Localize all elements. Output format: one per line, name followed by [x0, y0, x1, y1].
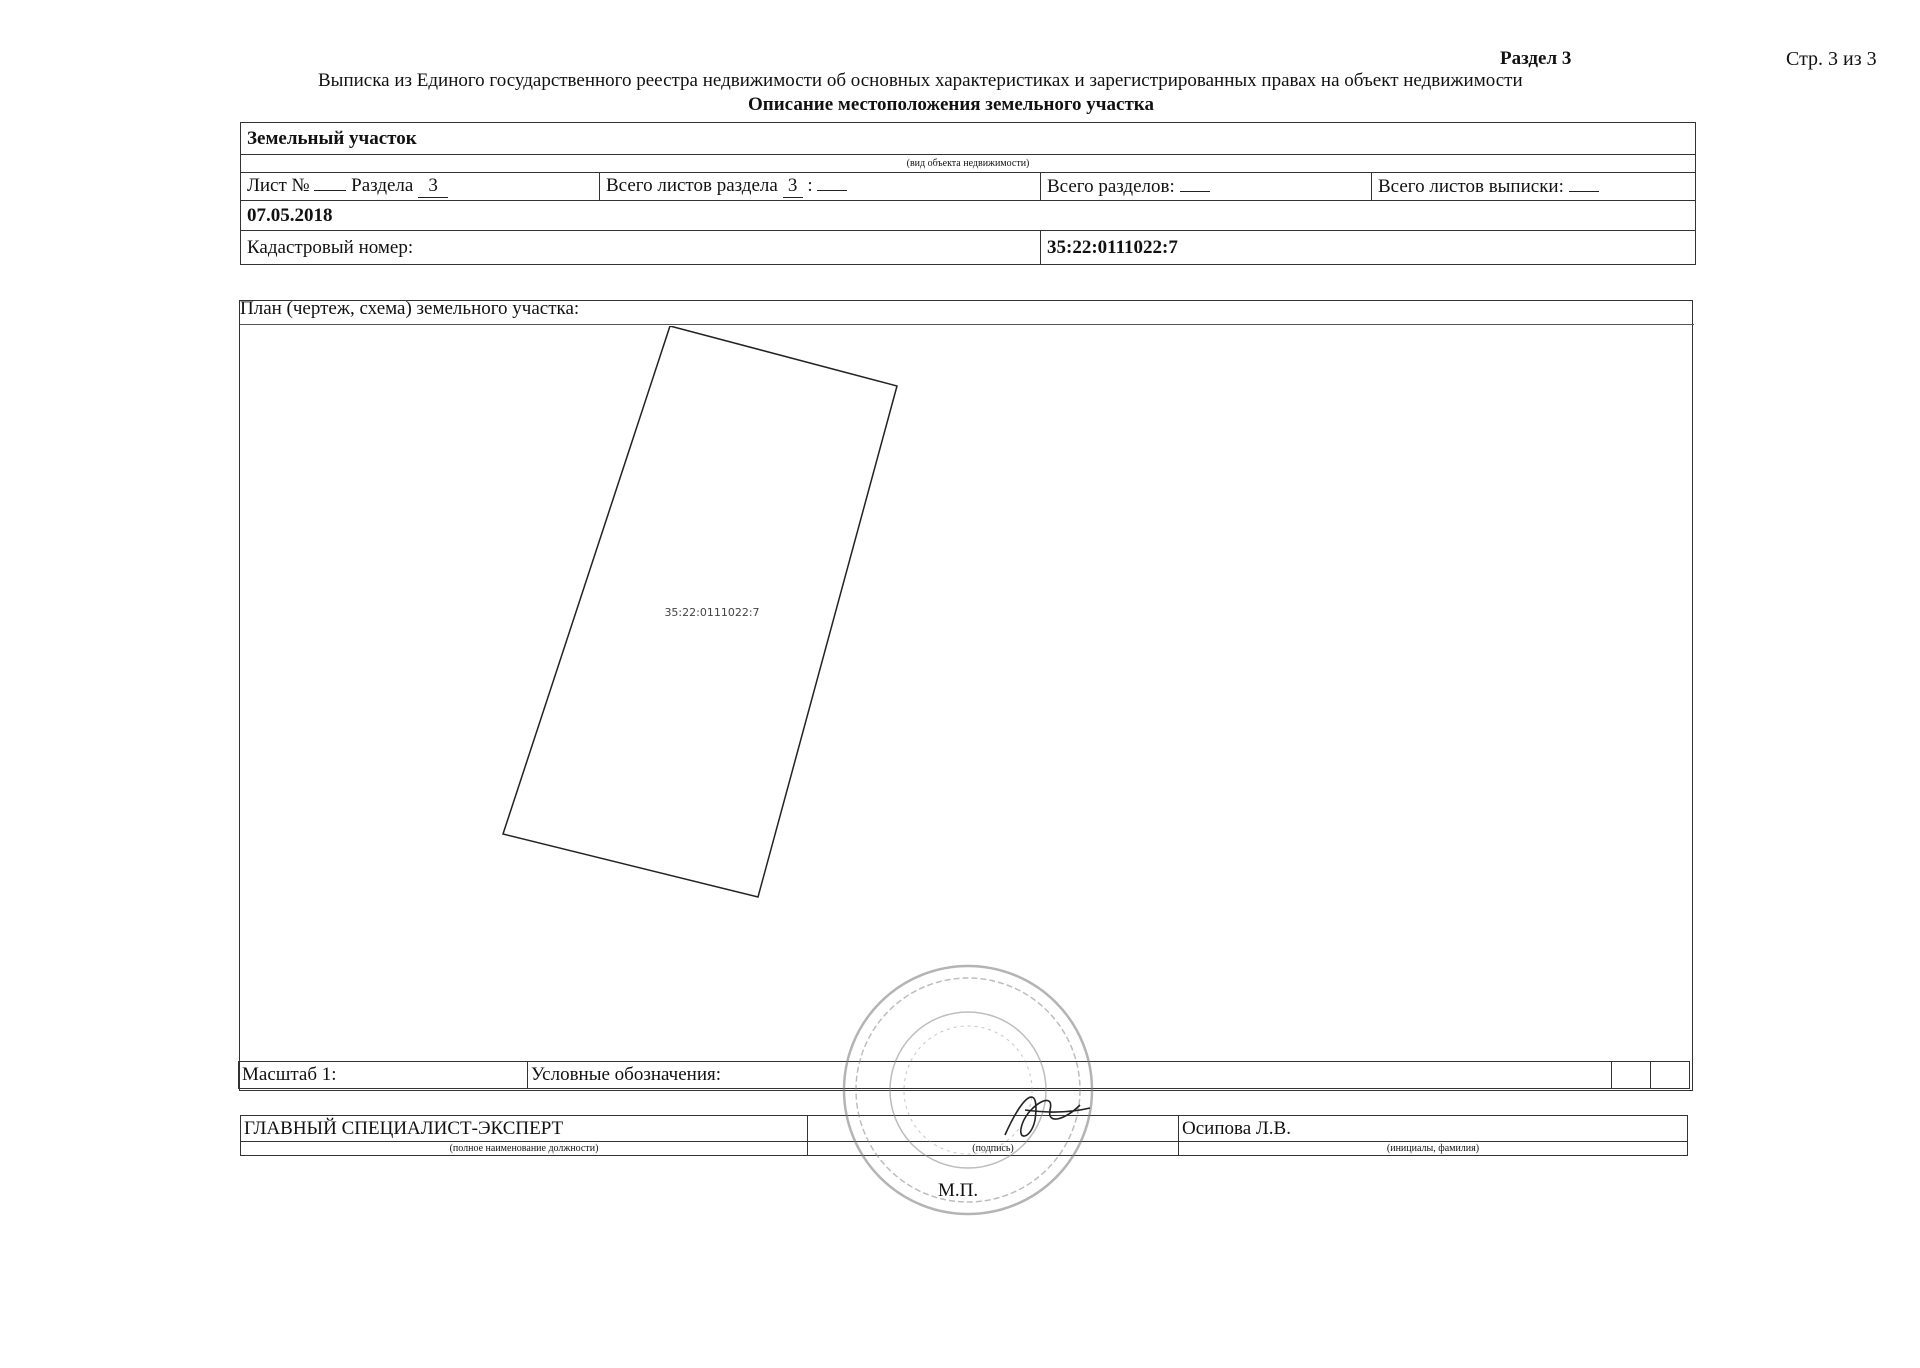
- document-date: 07.05.2018: [241, 201, 1696, 231]
- plan-title-divider: [240, 324, 1694, 325]
- object-info-table: [240, 122, 1696, 265]
- name-caption: (инициалы, фамилия): [1179, 1142, 1688, 1156]
- sheets-in-section-blank: [817, 190, 847, 191]
- total-sections-blank: [1180, 191, 1210, 192]
- position-caption: (полное наименование должности): [241, 1142, 808, 1156]
- legend-cell-2: [1651, 1062, 1690, 1089]
- plan-title: План (чертеж, схема) земельного участка:: [240, 298, 580, 319]
- official-position: ГЛАВНЫЙ СПЕЦИАЛИСТ-ЭКСПЕРТ: [241, 1116, 808, 1142]
- legend-cell-1: [1612, 1062, 1651, 1089]
- sheets-in-section-cell: [600, 173, 1041, 201]
- cadastral-number: 35:22:0111022:7: [1041, 231, 1696, 265]
- handwritten-signature: [995, 1080, 1095, 1150]
- sheet-label: Лист №: [247, 175, 310, 196]
- total-sections-cell: [1041, 173, 1372, 201]
- section-number: Раздел 3: [1500, 48, 1572, 69]
- total-sheets-cell: [1372, 173, 1696, 201]
- object-type: Земельный участок: [241, 123, 1696, 155]
- total-sheets-blank: [1569, 191, 1599, 192]
- total-sheets-label: Всего листов выписки:: [1378, 175, 1564, 197]
- official-name: Осипова Л.В.: [1179, 1116, 1688, 1142]
- page-counter: Стр. 3 из 3: [1786, 48, 1877, 70]
- parcel-plan-drawing: [240, 326, 1692, 1060]
- sheet-number-blank: [314, 190, 346, 191]
- section-label: Раздела: [351, 175, 414, 196]
- sheets-in-section-value: 3: [783, 175, 803, 198]
- document-title: Выписка из Единого государственного реестра недвижимости об основных характеристиках и зарегистрированных правах на объект недвижимости: [318, 70, 1523, 91]
- total-sections-label: Всего разделов:: [1047, 175, 1175, 197]
- colon: :: [807, 175, 813, 196]
- object-type-caption: (вид объекта недвижимости): [241, 155, 1696, 173]
- stamp-place: М.П.: [938, 1180, 979, 1201]
- section-value: 3: [418, 175, 448, 198]
- sheet-number-cell: [241, 173, 600, 201]
- parcel-label: 35:22:0111022:7: [664, 606, 760, 619]
- sheets-in-section-label: Всего листов раздела: [606, 175, 778, 196]
- document-subtitle: Описание местоположения земельного участка: [748, 94, 1154, 115]
- scale-label: Масштаб 1:: [239, 1062, 528, 1089]
- legend-label: Условные обозначения:: [528, 1062, 1612, 1089]
- sign-caption: (подпись): [808, 1142, 1179, 1156]
- cadastral-label: Кадастровый номер:: [241, 231, 1041, 265]
